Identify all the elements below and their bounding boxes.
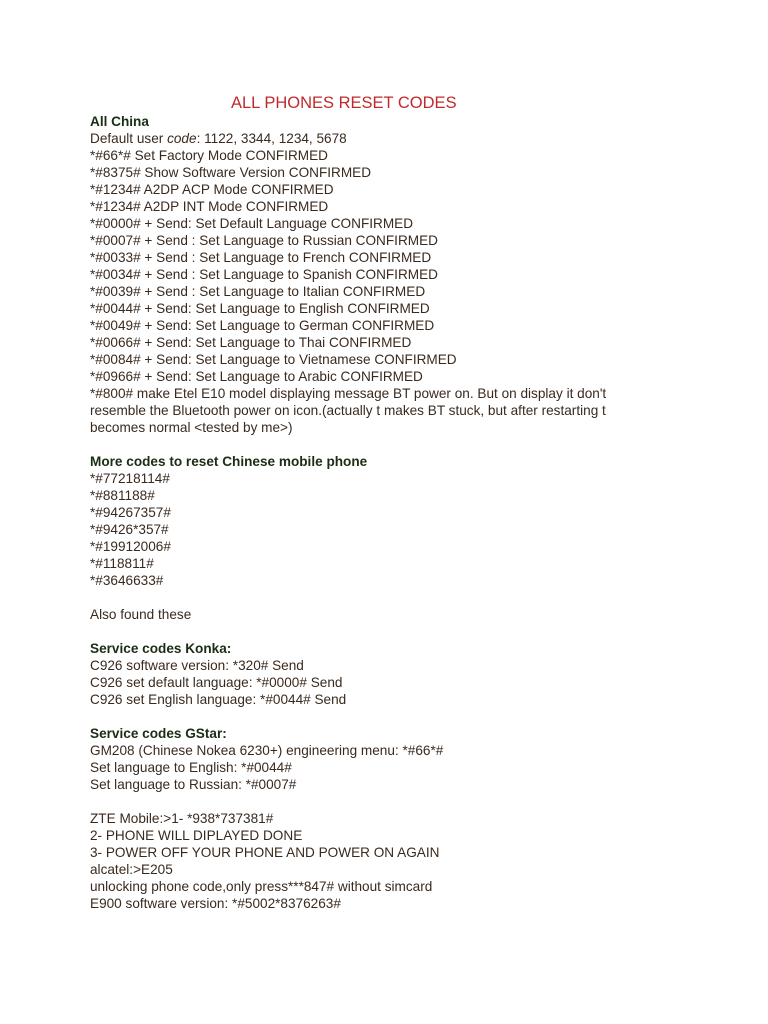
misc-code-line: 3- POWER OFF YOUR PHONE AND POWER ON AGAIN bbox=[90, 845, 440, 860]
reset-code: *#19912006# bbox=[90, 539, 171, 554]
code-line: *#0084# + Send: Set Language to Vietnamese CONFIRMED bbox=[90, 352, 457, 367]
reset-code: *#9426*357# bbox=[90, 522, 169, 537]
konka-code-line: C926 set default language: *#0000# Send bbox=[90, 675, 343, 690]
section-heading-konka: Service codes Konka: bbox=[90, 641, 232, 656]
section-heading-all-china: All China bbox=[90, 114, 149, 129]
code-line: *#0066# + Send: Set Language to Thai CONFIRMED bbox=[90, 335, 412, 350]
reset-code: *#881188# bbox=[90, 488, 155, 503]
gstar-code-line: GM208 (Chinese Nokea 6230+) engineering menu: *#66*# bbox=[90, 743, 444, 758]
misc-code-line: 2- PHONE WILL DIPLAYED DONE bbox=[90, 828, 303, 843]
default-code-values: : 1122, 3344, 1234, 5678 bbox=[196, 131, 347, 146]
reset-code: *#118811# bbox=[90, 556, 154, 571]
reset-code: *#77218114# bbox=[90, 471, 170, 486]
misc-code-line: E900 software version: *#5002*8376263# bbox=[90, 896, 341, 911]
reset-code: *#94267357# bbox=[90, 505, 171, 520]
section-heading-more-codes: More codes to reset Chinese mobile phone bbox=[90, 454, 368, 469]
code-line: *#0000# + Send: Set Default Language CONFIRMED bbox=[90, 216, 414, 231]
code-line: *#0049# + Send: Set Language to German CONFIRMED bbox=[90, 318, 435, 333]
misc-code-line: alcatel:>E205 bbox=[90, 862, 173, 877]
section-heading-gstar: Service codes GStar: bbox=[90, 726, 227, 741]
also-found-text: Also found these bbox=[90, 607, 192, 622]
reset-code: *#3646633# bbox=[90, 573, 164, 588]
code-line: *#0966# + Send: Set Language to Arabic CONFIRMED bbox=[90, 369, 423, 384]
code-line: *#1234# A2DP INT Mode CONFIRMED bbox=[90, 199, 329, 214]
note-line: *#800# make Etel E10 model displaying message BT power on. But on display it don't bbox=[90, 386, 607, 401]
spacer bbox=[90, 623, 650, 640]
konka-code-line: C926 software version: *320# Send bbox=[90, 658, 304, 673]
code-line: *#0007# + Send : Set Language to Russian CONFIRMED bbox=[90, 233, 438, 248]
spacer bbox=[90, 436, 650, 453]
misc-code-line: ZTE Mobile:>1- *938*737381# bbox=[90, 811, 274, 826]
spacer bbox=[90, 793, 650, 810]
code-line: *#8375# Show Software Version CONFIRMED bbox=[90, 165, 372, 180]
spacer bbox=[90, 708, 650, 725]
default-user-code-line bbox=[90, 130, 650, 147]
default-code-word: code bbox=[167, 131, 197, 146]
gstar-code-line: Set language to Russian: *#0007# bbox=[90, 777, 297, 792]
document-body bbox=[90, 113, 650, 912]
note-line: resemble the Bluetooth power on icon.(actually t makes BT stuck, but after restarting t bbox=[90, 403, 606, 418]
note-line: becomes normal <tested by me>) bbox=[90, 420, 293, 435]
code-line: *#0034# + Send : Set Language to Spanish CONFIRMED bbox=[90, 267, 438, 282]
konka-code-line: C926 set English language: *#0044# Send bbox=[90, 692, 347, 707]
code-line: *#0039# + Send : Set Language to Italian CONFIRMED bbox=[90, 284, 426, 299]
code-line: *#66*# Set Factory Mode CONFIRMED bbox=[90, 148, 328, 163]
misc-code-line: unlocking phone code,only press***847# without simcard bbox=[90, 879, 433, 894]
spacer bbox=[90, 589, 650, 606]
gstar-code-line: Set language to English: *#0044# bbox=[90, 760, 292, 775]
code-line: *#1234# A2DP ACP Mode CONFIRMED bbox=[90, 182, 334, 197]
code-line: *#0033# + Send : Set Language to French CONFIRMED bbox=[90, 250, 432, 265]
document-title: ALL PHONES RESET CODES bbox=[231, 94, 457, 112]
code-line: *#0044# + Send: Set Language to English CONFIRMED bbox=[90, 301, 430, 316]
default-code-label: Default user bbox=[90, 131, 168, 146]
